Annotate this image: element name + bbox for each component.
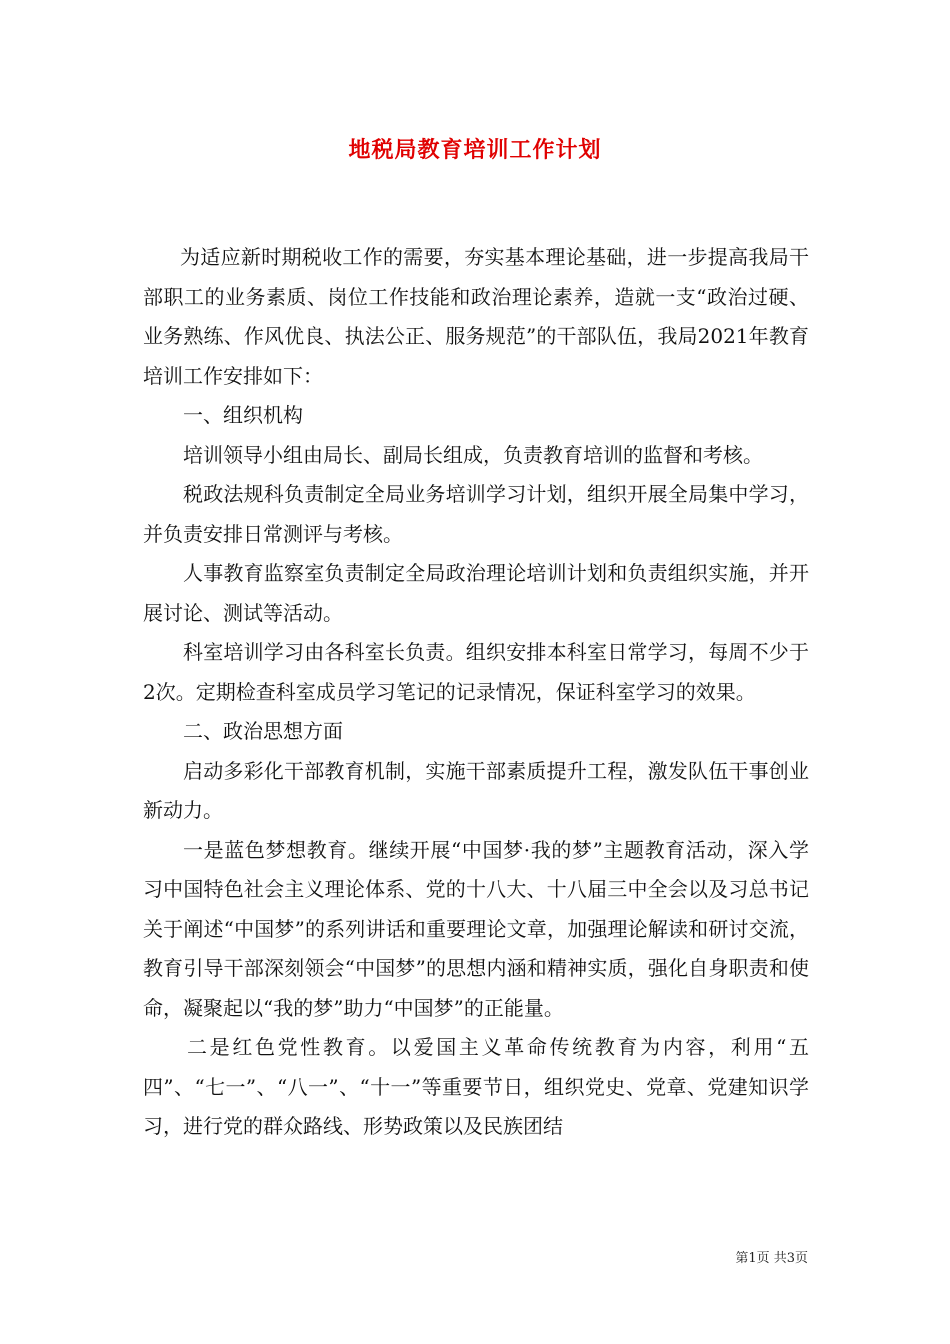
page-number-footer: 第1页 共3页 xyxy=(735,1251,808,1266)
document-title: 地税局教育培训工作计划 xyxy=(348,137,602,163)
paragraph-tax-law-section: 税政法规科负责制定全局业务培训学习计划，组织开展全局集中学习，并负责安排日常测评与考核。 xyxy=(143,482,809,546)
paragraph-personnel-office: 人事教育监察室负责制定全局政治理论培训计划和负责组织实施，并开展讨论、测试等活动。 xyxy=(143,561,809,625)
intro-paragraph: 为适应新时期税收工作的需要，夯实基本理论基础，进一步提高我局干部职工的业务素质、岗位工作技能和政治理论素养，造就一支“政治过硬、业务熟练、作风优良、执法公正、服务规范”的干部队伍，我局2021年教育培训工作安排如下： xyxy=(143,245,809,388)
paragraph-education-mechanism: 启动多彩化干部教育机制，实施干部素质提升工程，激发队伍干事创业新动力。 xyxy=(143,758,809,822)
paragraph-red-party: 二是红色党性教育。以爱国主义革命传统教育为内容，利用“五四”、“七一”、“八一”、“十一”等重要节日，组织党史、党章、党建知识学习，进行党的群众路线、形势政策以及民族团结 xyxy=(143,1035,809,1138)
document-body xyxy=(143,238,809,1147)
paragraph-blue-dream: 一是蓝色梦想教育。继续开展“中国梦·我的梦”主题教育活动，深入学习中国特色社会主义理论体系、党的十八大、十八届三中全会以及习总书记关于阐述“中国梦”的系列讲话和重要理论文章，加强理论解读和研讨交流，教育引导干部深刻领会“中国梦”的思想内涵和精神实质，强化自身职责和使命，凝聚起以“我的梦”助力“中国梦”的正能量。 xyxy=(143,837,809,1020)
section-heading-political: 二、政治思想方面 xyxy=(183,719,343,743)
paragraph-section-training: 科室培训学习由各科室长负责。组织安排本科室日常学习，每周不少于2次。定期检查科室成员学习笔记的记录情况，保证科室学习的效果。 xyxy=(143,640,809,704)
section-heading-organization: 一、组织机构 xyxy=(183,403,303,427)
paragraph-leadership-group: 培训领导小组由局长、副局长组成，负责教育培训的监督和考核。 xyxy=(183,442,763,467)
